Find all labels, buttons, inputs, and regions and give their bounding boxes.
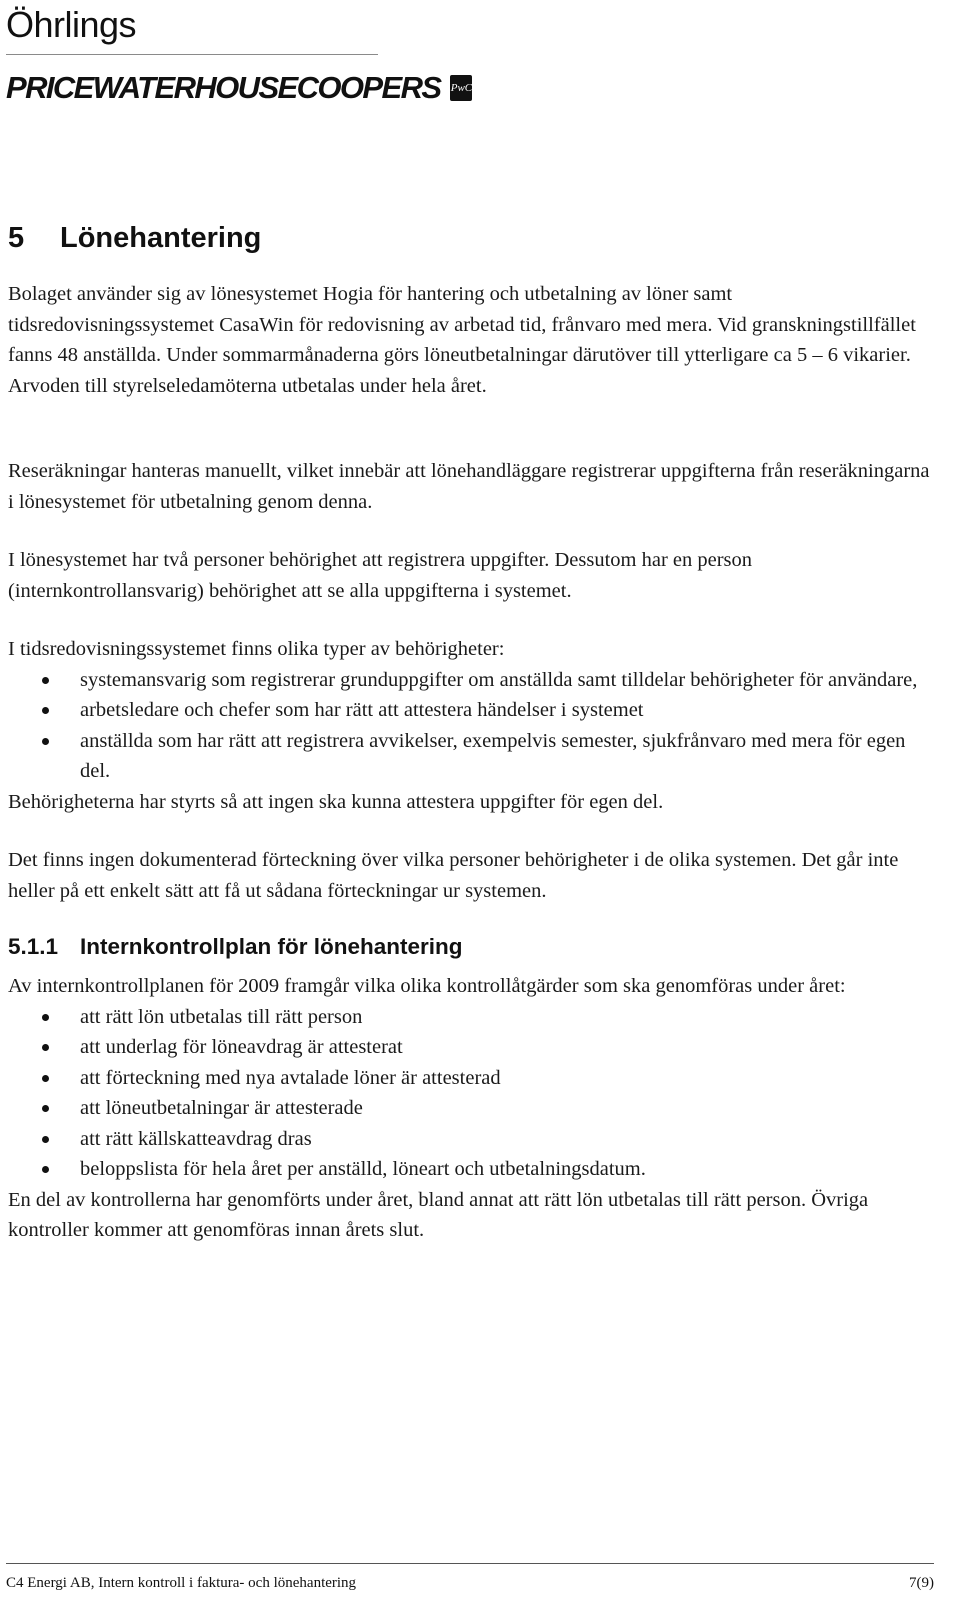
subsection-heading xyxy=(8,934,938,960)
list-item: att rätt källskatteavdrag dras xyxy=(8,1124,938,1155)
list-item: beloppslista för hela året per anställd, löneart och utbetalningsdatum. xyxy=(8,1154,938,1185)
control-bullet-list xyxy=(8,1002,938,1185)
paragraph-attestation: Behörigheterna har styrts så att ingen ska kunna attestera uppgifter för egen del. xyxy=(8,790,664,813)
footer-divider xyxy=(6,1563,934,1564)
list-item: arbetsledare och chefer som har rätt att attestera händelser i systemet xyxy=(8,695,938,726)
list-item: anställda som har rätt att registrera avvikelser, exempelvis semester, sjukfrånvaro med mera för egen del. xyxy=(8,726,938,787)
subsection-number: 5.1.1 xyxy=(8,934,59,959)
footer-page-number: 7(9) xyxy=(909,1575,934,1591)
document-body xyxy=(8,222,938,1246)
list-item: att förteckning med nya avtalade löner är attesterad xyxy=(8,1063,938,1094)
firm-name: Öhrlings xyxy=(6,4,137,45)
section-number: 5 xyxy=(8,222,25,254)
section-title: Lönehantering xyxy=(60,222,262,254)
footer-document-title: C4 Energi AB, Intern kontroll i faktura- och lönehantering xyxy=(6,1575,357,1591)
list-item: att underlag för löneavdrag är attesterat xyxy=(8,1032,938,1063)
section-heading xyxy=(8,222,938,255)
subsection-title: Internkontrollplan för lönehantering xyxy=(80,934,463,959)
list-item: systemansvarig som registrerar grunduppgifter om anställda samt tilldelar behörigheter för användare, xyxy=(8,665,938,696)
paragraph-time-system-access: I tidsredovisningssystemet finns olika typer av behörigheter: xyxy=(8,638,505,660)
paragraph-conclusion: En del av kontrollerna har genomförts under året, bland annat att rätt lön utbetalas till rätt person. Övriga kontroller kommer att genomföras innan årets slut. xyxy=(8,1188,869,1241)
paragraph-payroll-access: I lönesystemet har två personer behörighet att registrera uppgifter. Dessutom har en person (internkontrollansvarig) behörighet att se alla uppgifterna i systemet. xyxy=(8,549,753,602)
paragraph-travel-expenses: Reseräkningar hanteras manuellt, vilket innebär att lönehandläggare registrerar uppgifterna från reseräkningarna i lönesystemet för utbetalning genom denna. xyxy=(8,460,930,513)
list-item: att löneutbetalningar är attesterade xyxy=(8,1093,938,1124)
header-divider xyxy=(6,54,378,55)
brand-logo-text: PRICEWATERHOUSECOOPERS xyxy=(6,70,441,105)
paragraph-control-plan: Av internkontrollplanen för 2009 framgår vilka olika kontrollåtgärder som ska genomföras under året: xyxy=(8,975,846,997)
brand-seal-icon: PwC xyxy=(450,75,472,101)
access-bullet-list xyxy=(8,665,938,787)
brand-logo xyxy=(6,64,472,112)
list-item: att rätt lön utbetalas till rätt person xyxy=(8,1002,938,1033)
paragraph-intro: Bolaget använder sig av lönesystemet Hogia för hantering och utbetalning av löner samt tidsredovisningssystemet CasaWin för redovisning av arbetad tid, frånvaro med mera. Vid granskningstillfället fanns 48 anställda. Under sommarmånaderna görs löneutbetalningar därutöver till ytterligare ca 5 – 6 vikarier. Arvoden till styrelseledamöterna utbetalas under hela året. xyxy=(8,283,916,397)
paragraph-documentation: Det finns ingen dokumenterad förteckning över vilka personer behörigheter i de olika systemen. Det går inte heller på ett enkelt sätt att få ut sådana förteckningar ur systemen. xyxy=(8,849,899,902)
